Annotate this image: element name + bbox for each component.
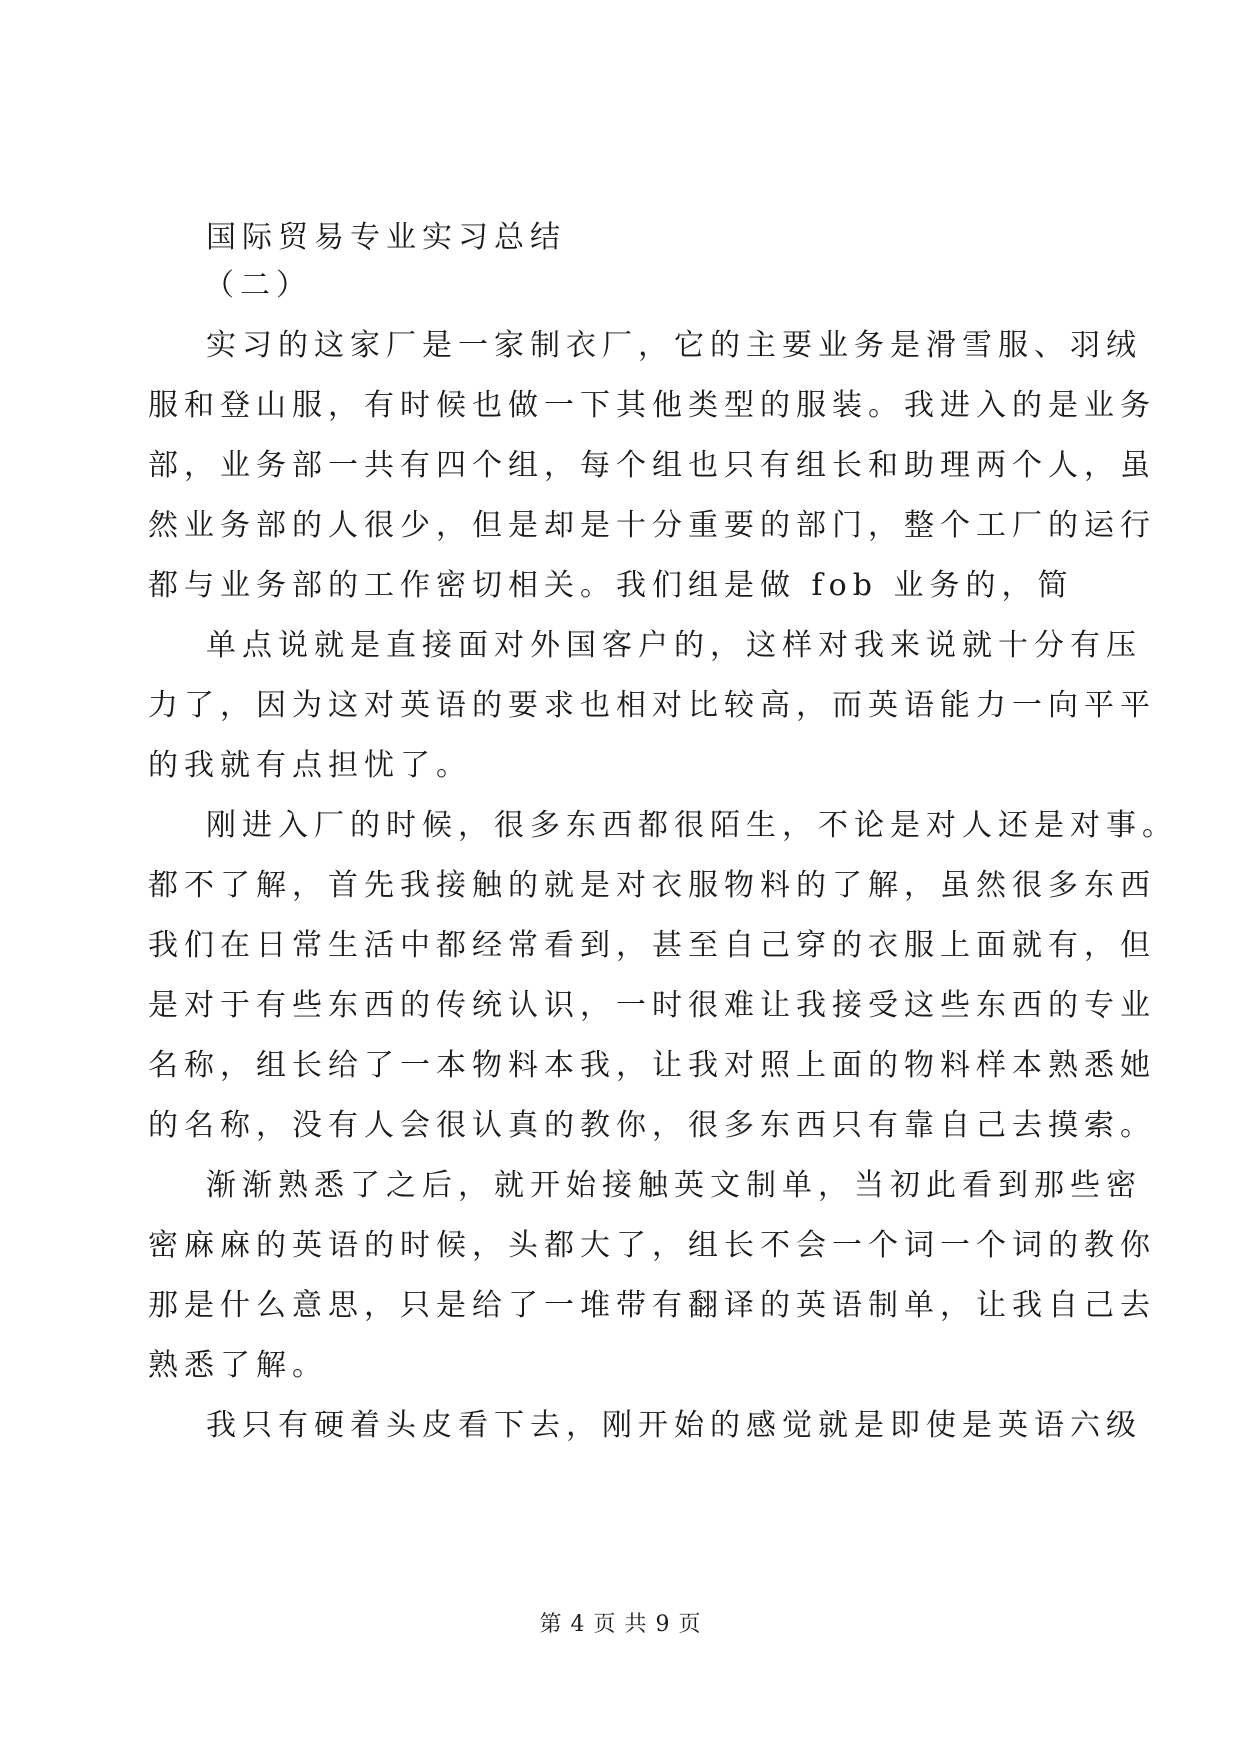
paragraph-line: 我们在日常生活中都经常看到，甚至自己穿的衣服上面就有，但 [148, 928, 1156, 963]
paragraph-line: 熟悉了解。 [148, 1348, 328, 1383]
document-subtitle: （二） [204, 268, 312, 303]
paragraph-line: 服和登山服，有时候也做一下其他类型的服装。我进入的是业务 [148, 388, 1156, 423]
paragraph-line: 的我就有点担忧了。 [148, 748, 472, 783]
paragraph-line: 的名称，没有人会很认真的教你，很多东西只有靠自己去摸索。 [148, 1108, 1156, 1143]
paragraph-line: 力了，因为这对英语的要求也相对比较高，而英语能力一向平平 [148, 688, 1156, 723]
paragraph-line: 渐渐熟悉了之后，就开始接触英文制单，当初此看到那些密 [206, 1168, 1142, 1203]
paragraph-line: 那是什么意思，只是给了一堆带有翻译的英语制单，让我自己去 [148, 1288, 1156, 1323]
paragraph-line: 是对于有些东西的传统认识，一时很难让我接受这些东西的专业 [148, 988, 1156, 1023]
paragraph-line: 都与业务部的工作密切相关。我们组是做 fob 业务的，简 [148, 568, 1074, 603]
paragraph-line: 实习的这家厂是一家制衣厂，它的主要业务是滑雪服、羽绒 [206, 328, 1142, 363]
document-title: 国际贸易专业实习总结 [206, 220, 566, 255]
paragraph-line: 部，业务部一共有四个组，每个组也只有组长和助理两个人，虽 [148, 448, 1156, 483]
paragraph-line: 密麻麻的英语的时候，头都大了，组长不会一个词一个词的教你 [148, 1228, 1156, 1263]
paragraph-line: 都不了解，首先我接触的就是对衣服物料的了解，虽然很多东西 [148, 868, 1156, 903]
paragraph-line: 我只有硬着头皮看下去，刚开始的感觉就是即使是英语六级 [206, 1408, 1142, 1443]
paragraph-line: 然业务部的人很少，但是却是十分重要的部门，整个工厂的运行 [148, 508, 1156, 543]
paragraph-line: 单点说就是直接面对外国客户的，这样对我来说就十分有压 [206, 628, 1142, 663]
paragraph-line: 刚进入厂的时候，很多东西都很陌生，不论是对人还是对事。 [206, 808, 1178, 843]
page-number-footer: 第 4 页 共 9 页 [539, 1612, 702, 1637]
paragraph-line: 名称，组长给了一本物料本我，让我对照上面的物料样本熟悉她 [148, 1048, 1156, 1083]
